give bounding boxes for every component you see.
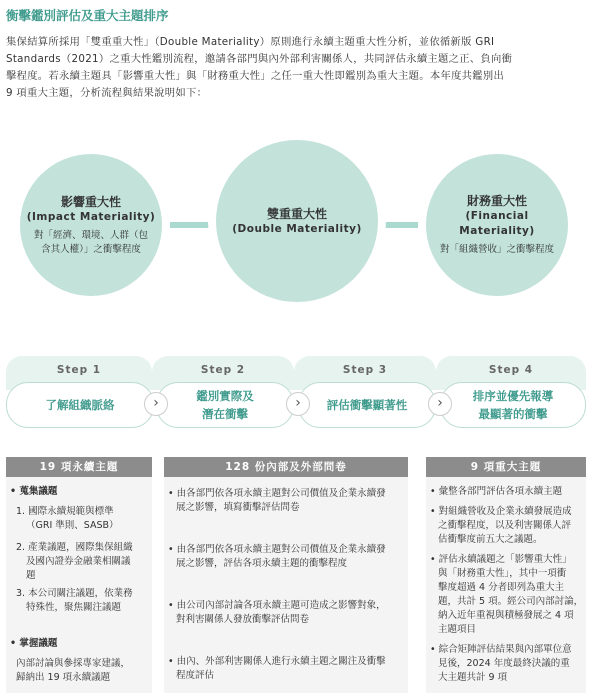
section-title: 衡擊鑑別評估及重大主題排序 — [6, 8, 169, 23]
col3-item: 之衝擊程度，以及利害關係人評 — [438, 520, 572, 531]
step-3-box — [298, 382, 436, 428]
col2-item: 展之影響，填寫衝擊評估問卷 — [176, 502, 300, 513]
step-2-box — [156, 382, 294, 428]
impact-materiality-circle — [12, 146, 170, 304]
step-1-tab: Step 1 — [6, 356, 152, 390]
col2-item: • 由各部門依各項永續主題對公司價值及企業永續發 — [168, 488, 386, 499]
impact-desc-line: 對「經濟、環境、人群（包 — [33, 229, 148, 241]
column-2-header: 128 份內部及外部問卷 — [164, 457, 408, 477]
col3-item: • 對組織營收及企業永續發展造成 — [430, 506, 572, 517]
col3-item: 納入近年重視與積極發展之 4 項 — [438, 610, 574, 621]
chevron-right-icon: › — [428, 392, 452, 416]
step-2-text: 潛在衝擊 — [202, 407, 248, 421]
intro-line: 集保結算所採用「雙重重大性」（Double Materiality）原則進行永續主題重大性分析，並依循新版 GRI — [6, 36, 495, 48]
col2-item: 對利害關係人發放衝擊評估問卷 — [176, 614, 310, 625]
step-1-box — [6, 382, 154, 428]
col1-item: 歸納出 19 項永續議題 — [16, 672, 111, 683]
col1-item: 內部討論與參採專家建議， — [16, 658, 131, 669]
col2-item: • 由內、外部利害關係人進行永續主題之關注及衝擊 — [168, 656, 386, 667]
column-3-body — [426, 477, 586, 693]
intro-line: 擊程度。若永續主題具「影響重大性」與「財務重大性」之任一重大性即鑑別為重大主題。本年度共鑑別出 — [6, 70, 505, 82]
step-2-tab: Step 2 — [152, 356, 294, 390]
impact-subtitle: (Impact Materiality) — [26, 210, 156, 223]
col1-item: 及國內證券金融業相關議 — [26, 556, 131, 567]
double-materiality-circle — [208, 132, 386, 310]
col3-item: 大主題共計 9 項 — [438, 672, 508, 683]
column-3-header: 9 項重大主題 — [426, 457, 586, 477]
chevron-right-icon: › — [144, 392, 168, 416]
step-4-text: 排序並優先報導 — [472, 389, 554, 403]
step-2-text: 鑑別實際及 — [196, 389, 254, 403]
financial-description: 對「組織營收」之衝擊程度 — [439, 244, 554, 255]
col3-item: • 評估永續議題之「影響重大性」 — [430, 554, 572, 565]
col1-item: 1. 國際永續規範與標準 — [16, 506, 114, 517]
col1-item: 2. 產業議題，國際集保組織 — [16, 542, 133, 553]
col2-item: 展之影響，評估各項永續主題的衝擊程度 — [176, 558, 348, 569]
step-4-text: 最顯著的衝擊 — [478, 407, 548, 421]
financial-title: 財務重大性 — [466, 194, 527, 208]
chevron-right-icon: › — [286, 392, 310, 416]
col1-bullet: • 蒐集議題 — [10, 486, 58, 497]
col2-item: • 由公司內部討論各項永續主題可造成之影響對象， — [168, 600, 386, 611]
financial-materiality-circle — [418, 146, 576, 304]
financial-subtitle: (Financial Materiality) — [459, 210, 535, 237]
column-2-body — [164, 477, 408, 693]
col1-item: 特殊性，聚焦關注議題 — [26, 602, 122, 613]
process-steps — [6, 356, 586, 440]
column-1-header: 19 項永續主題 — [6, 457, 152, 477]
double-title: 雙重重大性 — [266, 206, 327, 221]
intro-line: Standards（2021）之重大性鑑別流程，邀請各部門與內外部利害關係人，共同評估永續主題之正、負向衝 — [6, 53, 513, 65]
col1-item: 題 — [26, 570, 36, 581]
col3-item: 與「財務重大性」，其中一項衝 — [438, 568, 567, 579]
step-3-tab: Step 3 — [294, 356, 436, 390]
impact-description — [34, 229, 148, 257]
col2-item: 程度評估 — [176, 670, 215, 681]
col3-item: • 彙整各部門評估各項永續主題 — [430, 486, 563, 497]
col3-item: 見後，2024 年度最終決議的重 — [438, 658, 570, 669]
impact-title: 影響重大性 — [60, 194, 121, 209]
intro-line: 9 項重大主題，分析流程與結果說明如下： — [6, 87, 208, 99]
impact-desc-line: 含其人權）」之衝擊程度 — [41, 243, 141, 255]
step-3-text: 評估衝擊顯著性 — [326, 398, 408, 412]
col3-item: 主題項目 — [438, 624, 477, 635]
step-1-text: 了解組織脈絡 — [45, 398, 115, 412]
step-4-tab: Step 4 — [436, 356, 586, 390]
col3-item: 擊度超過 4 分者即列為重大主 — [438, 582, 565, 593]
col1-bullet: • 掌握議題 — [10, 638, 58, 649]
step-4-box — [440, 382, 586, 428]
col2-item: • 由各部門依各項永續主題對公司價值及企業永續發 — [168, 544, 386, 555]
column-1-body — [6, 477, 152, 693]
double-subtitle: (Double Materiality) — [232, 222, 362, 235]
col1-item: （GRI 準則、SASB） — [26, 520, 119, 531]
col3-item: • 綜合矩陣評估結果與內部單位意 — [430, 644, 572, 655]
intro-paragraph — [6, 34, 592, 102]
col3-item: 題，共計 5 項。經公司內部討論， — [438, 596, 584, 607]
col1-item: 3. 本公司關注議題，依業務 — [16, 588, 133, 599]
col3-item: 估衝擊度前五大之議題。 — [438, 534, 543, 545]
